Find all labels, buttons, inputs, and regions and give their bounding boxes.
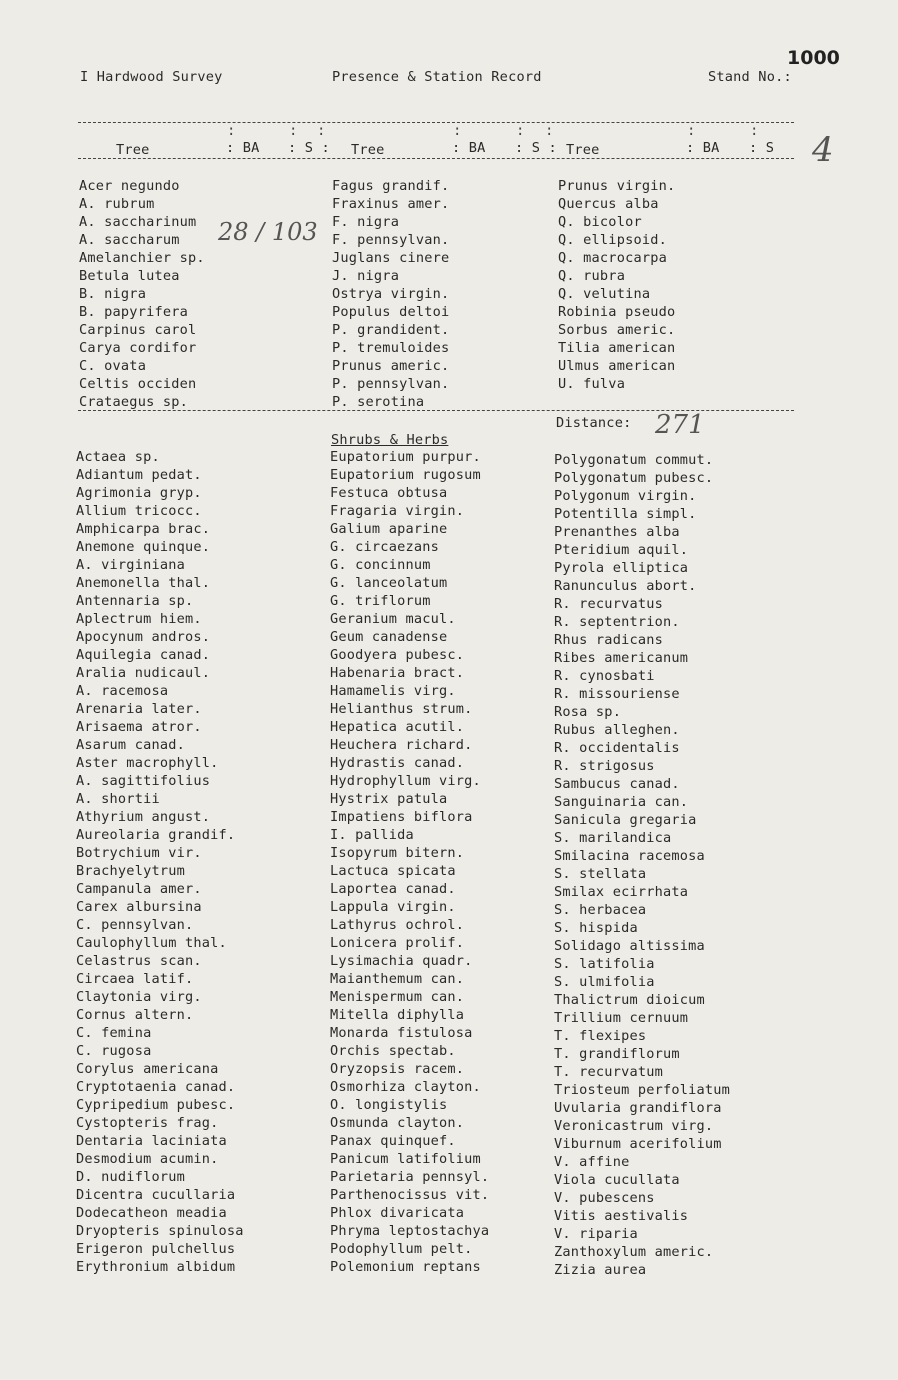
tree-entry: Ostrya virgin. [332,286,450,302]
herb-entry: Brachyelytrum [76,863,185,879]
tree-entry: F. nigra [332,214,400,230]
herb-entry: Vitis aestivalis [554,1208,689,1224]
header-s-1: : S : [288,140,330,156]
herb-entry: Botrychium vir. [76,845,202,861]
herb-entry: Maianthemum can. [330,971,465,987]
herb-entry: Parthenocissus vit. [330,1187,490,1203]
herb-entry: Eupatorium rugosum [330,467,481,483]
herb-entry: Helianthus strum. [330,701,473,717]
herb-entry: Goodyera pubesc. [330,647,465,663]
herb-entry: C. femina [76,1025,152,1041]
tree-column-1 [79,177,205,411]
tree-entry: Fagus grandif. [332,178,450,194]
herb-entry: S. ulmifolia [554,974,655,990]
herb-entry: Fragaria virgin. [330,503,465,519]
herb-entry: Dentaria laciniata [76,1133,227,1149]
tree-entry: Prunus virgin. [558,178,676,194]
handwritten-stand-value: 4 [812,130,834,170]
herb-entry: Athyrium angust. [76,809,211,825]
herb-entry: Impatiens biflora [330,809,473,825]
herb-entry: Hystrix patula [330,791,448,807]
herb-entry: Monarda fistulosa [330,1025,473,1041]
tree-entry: Carpinus carol [79,322,197,338]
tree-entry: Q. velutina [558,286,651,302]
herb-entry: Lysimachia quadr. [330,953,473,969]
herb-entry: Geranium macul. [330,611,456,627]
herb-entry: Sanicula gregaria [554,812,697,828]
herb-entry: Hamamelis virg. [330,683,456,699]
herb-entry: Podophyllum pelt. [330,1241,473,1257]
herb-entry: Hydrophyllum virg. [330,773,481,789]
tree-entry: Populus deltoi [332,304,450,320]
header-ba-3: : BA [686,140,720,156]
herb-entry: R. septentrion. [554,614,680,630]
herb-entry: Antennaria sp. [76,593,194,609]
tree-entry: Crataegus sp. [79,394,188,410]
herb-entry: Aplectrum hiem. [76,611,202,627]
herb-entry: Arisaema atror. [76,719,202,735]
herb-entry: Isopyrum bitern. [330,845,465,861]
herb-entry: Campanula amer. [76,881,202,897]
herb-entry: G. triflorum [330,593,431,609]
herb-entry: Rubus alleghen. [554,722,680,738]
herb-entry: Erigeron pulchellus [76,1241,236,1257]
herb-entry: Celastrus scan. [76,953,202,969]
handwritten-ba-values: 28 / 103 [218,218,318,246]
herb-entry: Dryopteris spinulosa [76,1223,244,1239]
herb-entry: Panicum latifolium [330,1151,481,1167]
herb-entry: Menispermum can. [330,989,465,1005]
herb-entry: Sambucus canad. [554,776,680,792]
header-rule-bottom [78,158,794,159]
herb-entry: Smilacina racemosa [554,848,705,864]
header-s-2: : S : [515,140,557,156]
tree-entry: Quercus alba [558,196,659,212]
herb-entry: Galium aparine [330,521,448,537]
herb-entry: Viola cucullata [554,1172,680,1188]
herb-entry: S. marilandica [554,830,672,846]
herb-entry: Pyrola elliptica [554,560,689,576]
tree-entry: A. saccharinum [79,214,197,230]
herb-column-3 [554,451,730,1279]
herb-entry: Trillium cernuum [554,1010,689,1026]
herb-entry: Cornus altern. [76,1007,194,1023]
header-tree-2: Tree [351,142,385,158]
herb-entry: T. recurvatum [554,1064,663,1080]
herb-entry: R. missouriense [554,686,680,702]
herb-entry: Arenaria later. [76,701,202,717]
herb-entry: T. flexipes [554,1028,647,1044]
herb-entry: Lactuca spicata [330,863,456,879]
herb-entry: Hydrastis canad. [330,755,465,771]
herb-entry: Aster macrophyll. [76,755,219,771]
herb-entry: Geum canadense [330,629,448,645]
tree-entry: Q. macrocarpa [558,250,667,266]
herb-entry: G. circaezans [330,539,439,555]
herb-entry: Polygonatum pubesc. [554,470,714,486]
herb-entry: I. pallida [330,827,414,843]
form-subtitle: Presence & Station Record [332,69,542,85]
herb-column-1 [76,448,244,1276]
herb-entry: Aquilegia canad. [76,647,211,663]
herb-entry: Aureolaria grandif. [76,827,236,843]
tree-entry: P. pennsylvan. [332,376,450,392]
tree-entry: Robinia pseudo [558,304,676,320]
herb-entry: V. riparia [554,1226,638,1242]
herb-entry: Thalictrum dioicum [554,992,705,1008]
header-s-3: : S [749,140,775,156]
herb-entry: R. cynosbati [554,668,655,684]
herb-entry: V. affine [554,1154,630,1170]
tree-entry: Amelanchier sp. [79,250,205,266]
herb-entry: Habenaria bract. [330,665,465,681]
herb-entry: Mitella diphylla [330,1007,465,1023]
herb-entry: Prenanthes alba [554,524,680,540]
herb-entry: Zanthoxylum americ. [554,1244,714,1260]
tree-entry: J. nigra [332,268,400,284]
herb-entry: S. hispida [554,920,638,936]
herb-entry: S. herbacea [554,902,647,918]
herb-entry: Dodecatheon meadia [76,1205,227,1221]
herb-entry: Carex albursina [76,899,202,915]
herb-entry: Cryptotaenia canad. [76,1079,236,1095]
herb-entry: Ranunculus abort. [554,578,697,594]
tree-entry: Q. bicolor [558,214,642,230]
herb-entry: T. grandiflorum [554,1046,680,1062]
herb-entry: Potentilla simpl. [554,506,697,522]
header-tree-1: Tree [116,142,150,158]
tree-entry: Ulmus american [558,358,676,374]
herb-entry: A. sagittifolius [76,773,211,789]
herb-entry: Ribes americanum [554,650,689,666]
tree-entry: Prunus americ. [332,358,450,374]
herb-entry: Amphicarpa brac. [76,521,211,537]
herb-entry: Panax quinquef. [330,1133,456,1149]
tree-entry: Celtis occiden [79,376,197,392]
herb-entry: Osmorhiza clayton. [330,1079,481,1095]
herb-entry: Polygonum virgin. [554,488,697,504]
herb-entry: O. longistylis [330,1097,448,1113]
tree-entry: Carya cordifor [79,340,197,356]
tree-entry: A. rubrum [79,196,155,212]
herb-entry: Anemonella thal. [76,575,211,591]
header-ba-2: : BA [452,140,486,156]
form-title: I Hardwood Survey [80,69,223,85]
herb-entry: S. latifolia [554,956,655,972]
herb-entry: Polygonatum commut. [554,452,714,468]
tree-entry: B. papyrifera [79,304,188,320]
tree-entry: P. grandident. [332,322,450,338]
herb-entry: Asarum canad. [76,737,185,753]
tree-column-3 [558,177,675,393]
herb-entry: G. lanceolatum [330,575,448,591]
herb-entry: Uvularia grandiflora [554,1100,722,1116]
herb-entry: Phryma leptostachya [330,1223,490,1239]
herb-entry: Solidago altissima [554,938,705,954]
tree-entry: P. serotina [332,394,425,410]
herb-entry: Claytonia virg. [76,989,202,1005]
herb-entry: Oryzopsis racem. [330,1061,465,1077]
tree-entry: B. nigra [79,286,147,302]
tree-column-2 [332,177,449,411]
herb-entry: Smilax ecirrhata [554,884,689,900]
herb-entry: Polemonium reptans [330,1259,481,1275]
herb-entry: Lathyrus ochrol. [330,917,465,933]
stand-number-stamp: 1000 [787,47,840,69]
herb-entry: Hepatica acutil. [330,719,465,735]
herb-entry: Corylus americana [76,1061,219,1077]
herb-entry: Sanguinaria can. [554,794,689,810]
herb-entry: R. recurvatus [554,596,663,612]
herb-entry: Lonicera prolif. [330,935,465,951]
herb-entry: R. strigosus [554,758,655,774]
herb-entry: Pteridium aquil. [554,542,689,558]
herb-entry: Rhus radicans [554,632,663,648]
herb-entry: Veronicastrum virg. [554,1118,714,1134]
tree-entry: Tilia american [558,340,676,356]
herb-entry: Festuca obtusa [330,485,448,501]
herb-entry: Triosteum perfoliatum [554,1082,731,1098]
herb-entry: Heuchera richard. [330,737,473,753]
herb-entry: Orchis spectab. [330,1043,456,1059]
herb-entry: G. concinnum [330,557,431,573]
distance-label: Distance: [556,415,632,431]
herb-entry: Lappula virgin. [330,899,456,915]
herb-entry: Caulophyllum thal. [76,935,227,951]
herb-entry: Actaea sp. [76,449,160,465]
herb-entry: Agrimonia gryp. [76,485,202,501]
herb-entry: A. virginiana [76,557,185,573]
tree-entry: Juglans cinere [332,250,450,266]
shrubs-herbs-heading: Shrubs & Herbs [331,432,449,448]
herb-entry: Anemone quinque. [76,539,211,555]
handwritten-distance: 271 [655,410,705,440]
herb-entry: Cypripedium pubesc. [76,1097,236,1113]
herb-entry: Aralia nudicaul. [76,665,211,681]
tree-entry: A. saccharum [79,232,180,248]
tree-entry: Fraxinus amer. [332,196,450,212]
herb-entry: Cystopteris frag. [76,1115,219,1131]
herb-entry: Allium tricocc. [76,503,202,519]
herb-entry: A. shortii [76,791,160,807]
herb-entry: R. occidentalis [554,740,680,756]
tree-entry: Acer negundo [79,178,180,194]
herb-entry: Erythronium albidum [76,1259,236,1275]
tree-entry: U. fulva [558,376,626,392]
herb-entry: Osmunda clayton. [330,1115,465,1131]
herb-column-2 [330,448,489,1276]
herb-entry: Desmodium acumin. [76,1151,219,1167]
herb-entry: Adiantum pedat. [76,467,202,483]
herb-entry: Dicentra cucullaria [76,1187,236,1203]
herb-entry: V. pubescens [554,1190,655,1206]
tree-entry: C. ovata [79,358,147,374]
tree-entry: Q. ellipsoid. [558,232,667,248]
herb-entry: Apocynum andros. [76,629,211,645]
herb-entry: Rosa sp. [554,704,622,720]
herb-entry: Zizia aurea [554,1262,647,1278]
herb-entry: Viburnum acerifolium [554,1136,722,1152]
tree-entry: Betula lutea [79,268,180,284]
header-tree-3: Tree [566,142,600,158]
tree-entry: Sorbus americ. [558,322,676,338]
header-ba-1: : BA [226,140,260,156]
herb-entry: Eupatorium purpur. [330,449,481,465]
survey-form: I Hardwood Survey Presence & Station Record Stand No.: 1000 : : : : : : : : Tree : BA : S : Tree : BA : S : Tree : BA : S 4 Acer negundo A. rubrum A. saccharinum A. saccharum Amelanchier sp. Betula lutea B. nigra B. papyrifera Carpinus carol Carya cordifor C. ovata Celtis occiden Crataegus sp. Fagus grandif. Fraxinus amer. F. nigra F. pennsylvan. Juglans cinere J. nigra Ostrya virgin. Populus deltoi P. grandident. P. tremuloides Prunus americ. P. pennsylvan. P. serotina Prunus virgin. Quercus alba Q. bicolor Q. ellipsoid. Q. macrocarpa Q. rubra Q. velutina Robinia pseudo Sorbus americ. Tilia american Ulmus american U. fulva 28 / 103 Distance: 271 Shrubs & Herbs Actaea sp. Adiantum pedat. Agrimonia gryp. Allium tricocc. Amphicarpa brac. Anemone quinque. A. virginiana Anemonella thal. Antennaria sp. Aplectrum hiem. Apocynum andros. Aquilegia canad. Aralia nudicaul. A. racemosa Arenaria later. Arisaema atror. Asarum canad. Aster macrophyll. A. sagittifolius A. shortii Athyrium angust. Aureolaria grandif. Botrychium vir. Brachyelytrum Campanula amer. Carex albursina C. pennsylvan. Caulophyllum thal. Celastrus scan. Circaea latif. Claytonia virg. Cornus altern. C. femina C. rugosa Corylus americana Cryptotaenia canad. Cypripedium pubesc. Cystopteris frag. Dentaria laciniata Desmodium acumin. D. nudiflorum Dicentra cucullaria Dodecatheon meadia Dryopteris spinulosa Erigeron pulchellus Erythronium albidum Eupatorium purpur. Eupatorium rugosum Festuca obtusa Fragaria virgin. Galium aparine G. circaezans G. concinnum G. lanceolatum G. triflorum Geranium macul. Geum canadense Goodyera pubesc. Habenaria bract. Hamamelis virg. Helianthus strum. Hepatica acutil. Heuchera richard. Hydrastis canad. Hydrophyllum virg. Hystrix patula Impatiens biflora I. pallida Isopyrum bitern. Lactuca spicata Laportea canad. Lappula virgin. Lathyrus ochrol. Lonicera prolif. Lysimachia quadr. Maianthemum can. Menispermum can. Mitella diphylla Monarda fistulosa Orchis spectab. Oryzopsis racem. Osmorhiza clayton. O. longistylis Osmunda clayton. Panax quinquef. Panicum latifolium Parietaria pennsyl. Parthenocissus vit. Phlox divaricata Phryma leptostachya Podophyllum pelt. Polemonium reptans Polygonatum commut. Polygonatum pubesc. Polygonum virgin. Potentilla simpl. Prenanthes alba Pteridium aquil. Pyrola elliptica Ranunculus abort. R. recurvatus R. septentrion. Rhus radicans Ribes americanum R. cynosbati R. missouriense Rosa sp. Rubus alleghen. R. occidentalis R. strigosus Sambucus canad. Sanguinaria can. Sanicula gregaria S. marilandica Smilacina racemosa S. stellata Smilax ecirrhata S. herbacea S. hispida Solidago altissima S. latifolia S. ulmifolia Thalictrum dioicum Trillium cernuum T. flexipes T. grandiflorum T. recurvatum Triosteum perfoliatum Uvularia grandiflora Veronicastrum virg. Viburnum acerifolium V. affine Viola cucullata V. pubescens Vitis aestivalis V. riparia Zanthoxylum americ. Zizia aurea [76,47,840,1278]
herb-entry: Circaea latif. [76,971,194,987]
tree-entry: P. tremuloides [332,340,450,356]
tree-entry: F. pennsylvan. [332,232,450,248]
stand-no-label: Stand No.: [708,69,792,85]
herb-entry: Parietaria pennsyl. [330,1169,490,1185]
herb-entry: Laportea canad. [330,881,456,897]
herb-entry: C. rugosa [76,1043,152,1059]
herb-entry: A. racemosa [76,683,169,699]
tree-entry: Q. rubra [558,268,626,284]
herb-entry: D. nudiflorum [76,1169,185,1185]
herb-entry: S. stellata [554,866,647,882]
herb-entry: C. pennsylvan. [76,917,194,933]
herb-entry: Phlox divaricata [330,1205,465,1221]
